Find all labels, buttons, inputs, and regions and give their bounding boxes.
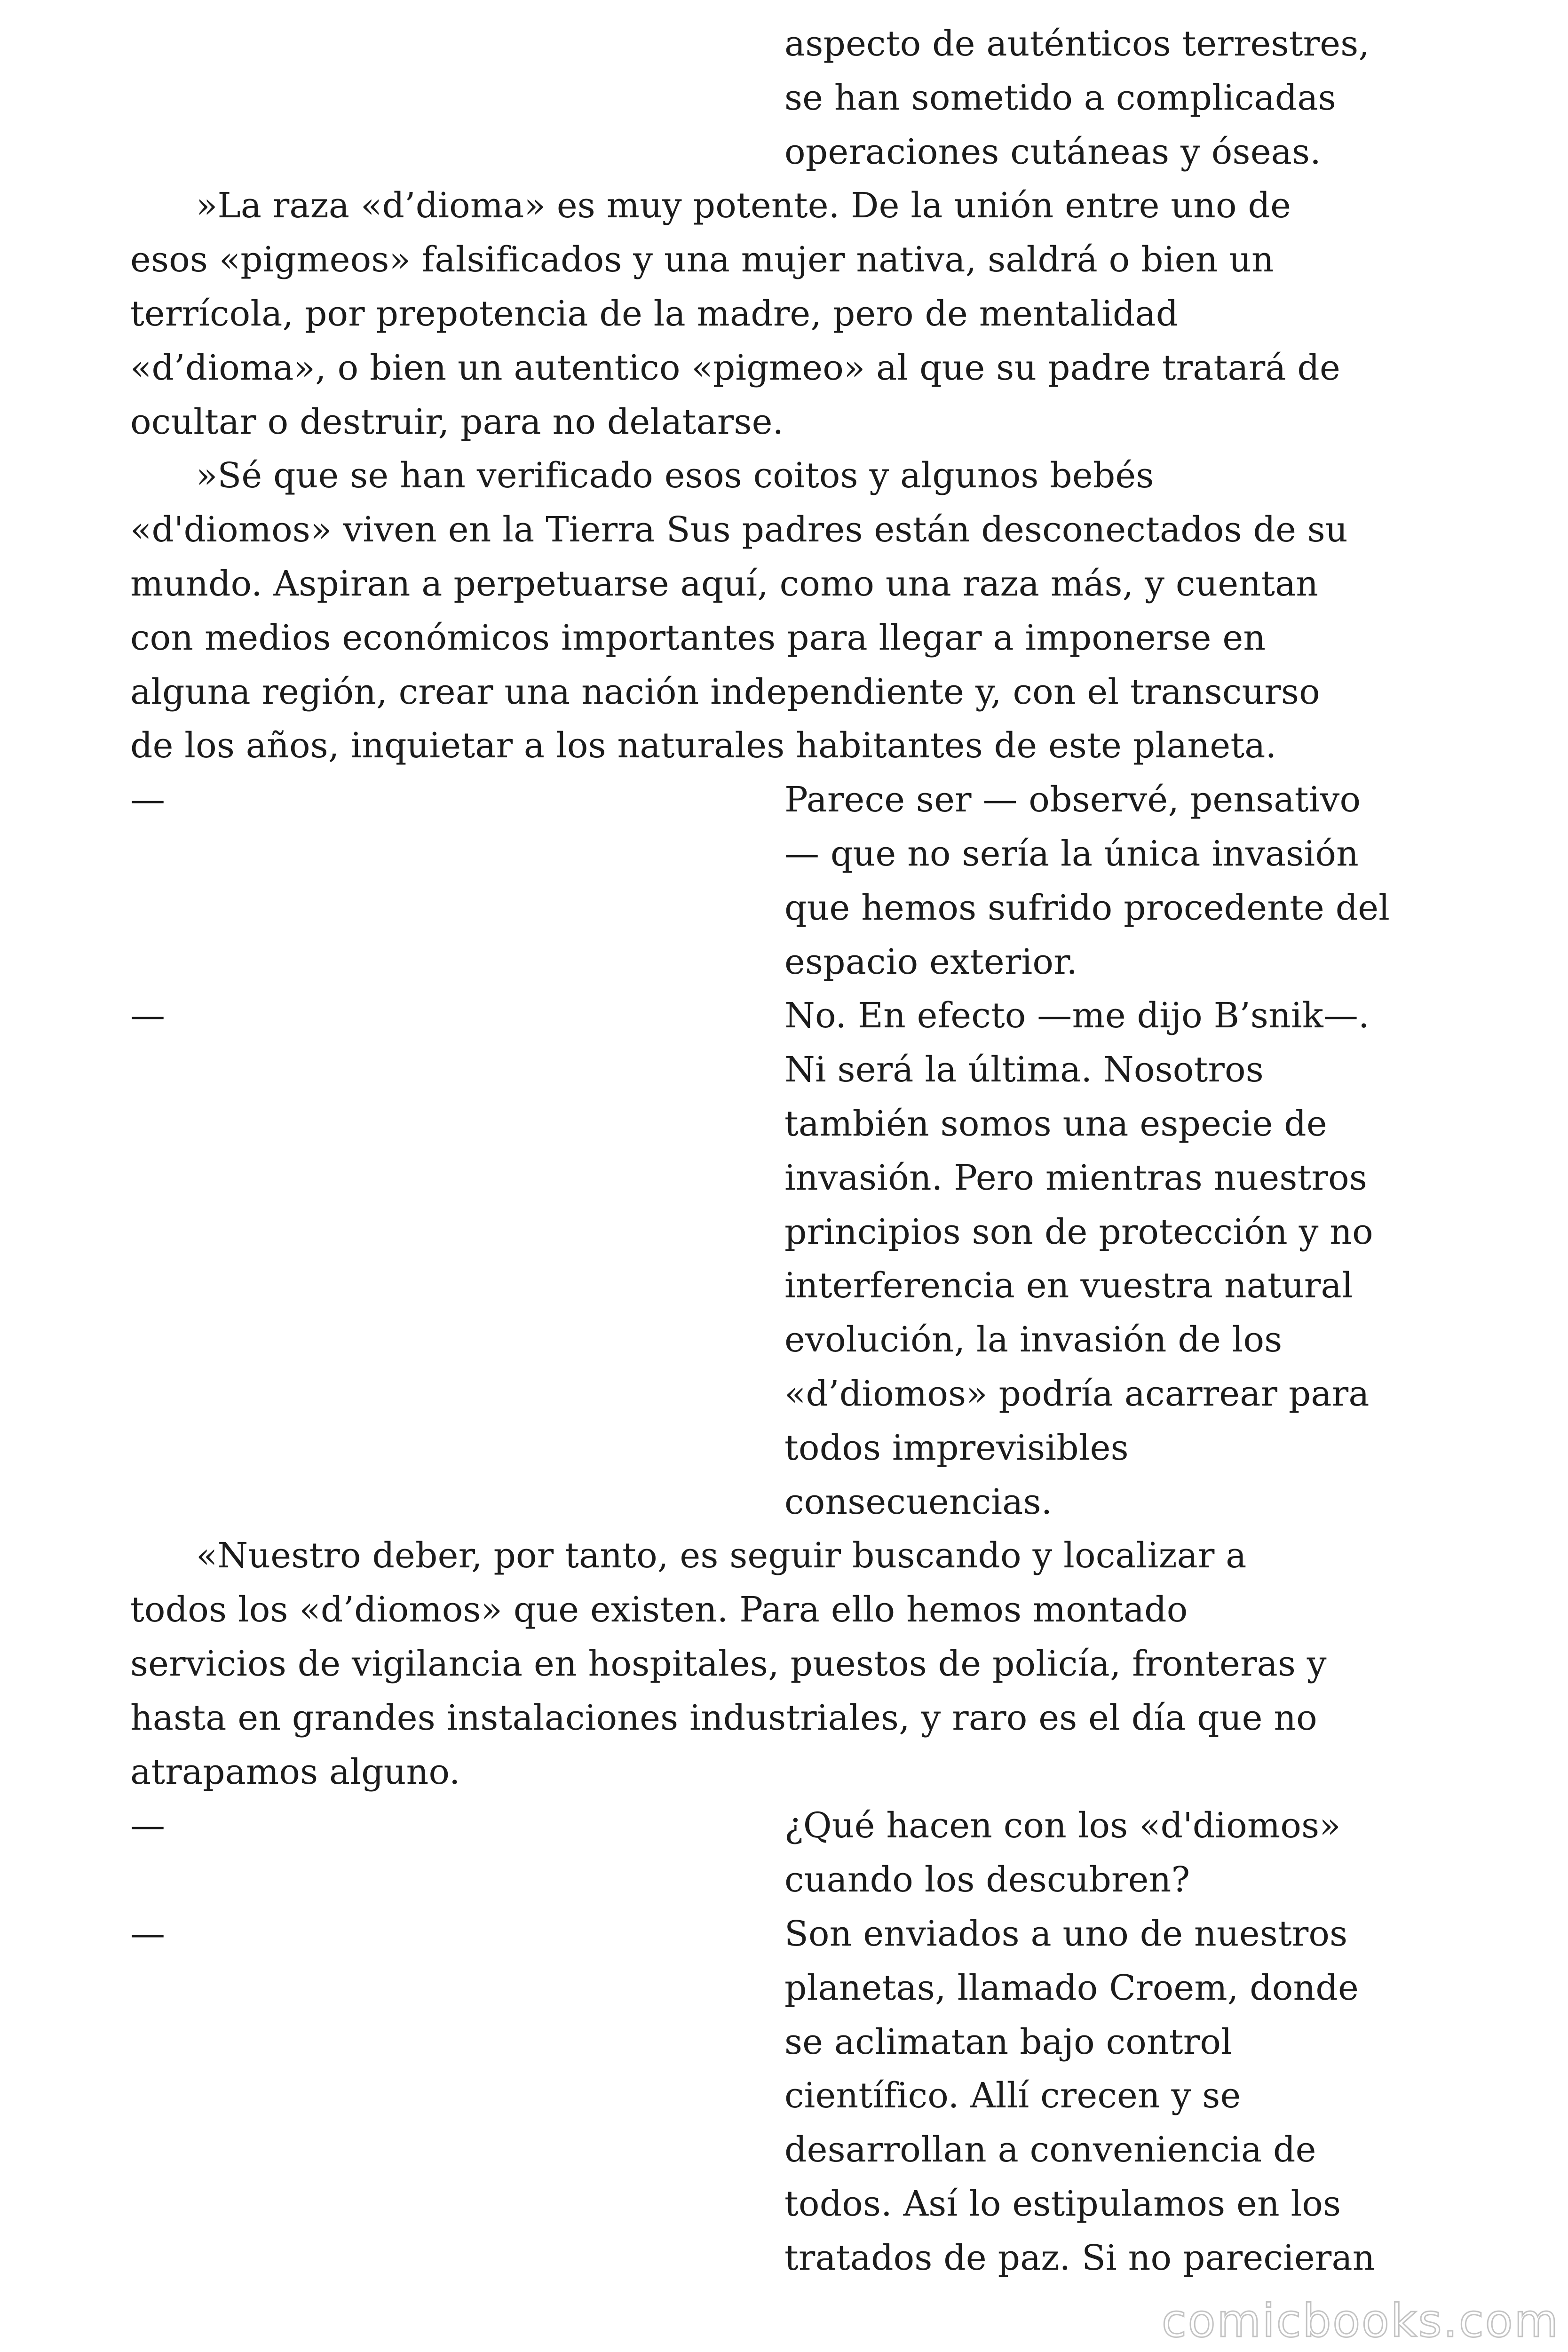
text-line: operaciones cutáneas y óseas. <box>784 131 1321 172</box>
text-line: principios son de protección y no <box>784 1211 1373 1252</box>
text-line: ¿Qué hacen con los «d'diomos» <box>784 1805 1341 1846</box>
text-line: Parece ser — observé, pensativo <box>784 779 1361 820</box>
text-line: científico. Allí crecen y se <box>784 2075 1241 2116</box>
text-line: consecuencias. <box>784 1481 1053 1522</box>
text-line: hasta en grandes instalaciones industriales, y raro es el día que no <box>130 1697 1317 1738</box>
text-line: ocultar o destruir, para no delatarse. <box>130 401 784 442</box>
text-line: servicios de vigilancia en hospitales, puestos de policía, fronteras y <box>130 1644 1327 1684</box>
text-line: interferencia en vuestra natural <box>784 1265 1353 1306</box>
text-line: No. En efecto —me dijo B’snik—. <box>784 995 1370 1036</box>
text-line: con medios económicos importantes para llegar a imponerse en <box>130 617 1266 658</box>
text-line: esos «pigmeos» falsificados y una mujer nativa, saldrá o bien un <box>130 239 1274 280</box>
text-line: de los años, inquietar a los naturales habitantes de este planeta. <box>130 725 1277 766</box>
text-line: Ni será la última. Nosotros <box>784 1049 1264 1090</box>
dialogue-dash: — <box>130 1914 165 1954</box>
text-line: «d’dioma», o bien un autentico «pigmeo» al que su padre tratará de <box>130 347 1340 388</box>
text-line: todos los «d’diomos» que existen. Para ello hemos montado <box>130 1589 1188 1630</box>
text-line: también somos una especie de <box>784 1104 1327 1144</box>
text-line: aspecto de auténticos terrestres, <box>784 24 1370 64</box>
text-line: planetas, llamado Croem, donde <box>784 1967 1359 2008</box>
text-line: tratados de paz. Si no parecieran <box>784 2237 1375 2278</box>
text-line: «Nuestro deber, por tanto, es seguir buscando y localizar a <box>196 1535 1247 1576</box>
text-line: alguna región, crear una nación independiente y, con el transcurso <box>130 671 1320 712</box>
text-line: mundo. Aspiran a perpetuarse aquí, como una raza más, y cuentan <box>130 564 1319 604</box>
text-line: espacio exterior. <box>784 941 1078 982</box>
text-line: invasión. Pero mientras nuestros <box>784 1157 1367 1198</box>
dialogue-dash: — <box>130 1805 165 1846</box>
dialogue-dash: — <box>130 995 165 1036</box>
text-line: evolución, la invasión de los <box>784 1319 1283 1360</box>
text-line: »Sé que se han verificado esos coitos y algunos bebés <box>196 455 1154 496</box>
text-line: que hemos sufrido procedente del <box>784 887 1390 928</box>
text-line: terrícola, por prepotencia de la madre, pero de mentalidad <box>130 294 1179 334</box>
text-line: — que no sería la única invasión <box>784 834 1359 874</box>
text-line: todos. Así lo estipulamos en los <box>784 2184 1341 2224</box>
text-line: se aclimatan bajo control <box>784 2021 1233 2062</box>
text-line: Son enviados a uno de nuestros <box>784 1914 1348 1954</box>
text-line: cuando los descubren? <box>784 1859 1190 1900</box>
text-line: se han sometido a complicadas <box>784 77 1336 118</box>
text-line: »La raza «d’dioma» es muy potente. De la unión entre uno de <box>196 185 1291 226</box>
dialogue-dash: — <box>130 779 165 820</box>
text-line: «d'diomos» viven en la Tierra Sus padres están desconectados de su <box>130 509 1348 550</box>
text-line: atrapamos alguno. <box>130 1751 460 1792</box>
text-line: todos imprevisibles <box>784 1427 1129 1468</box>
text-line: «d’diomos» podría acarrear para <box>784 1374 1370 1414</box>
watermark: comicbooks.com <box>1162 2295 1560 2347</box>
text-line: desarrollan a conveniencia de <box>784 2130 1316 2170</box>
